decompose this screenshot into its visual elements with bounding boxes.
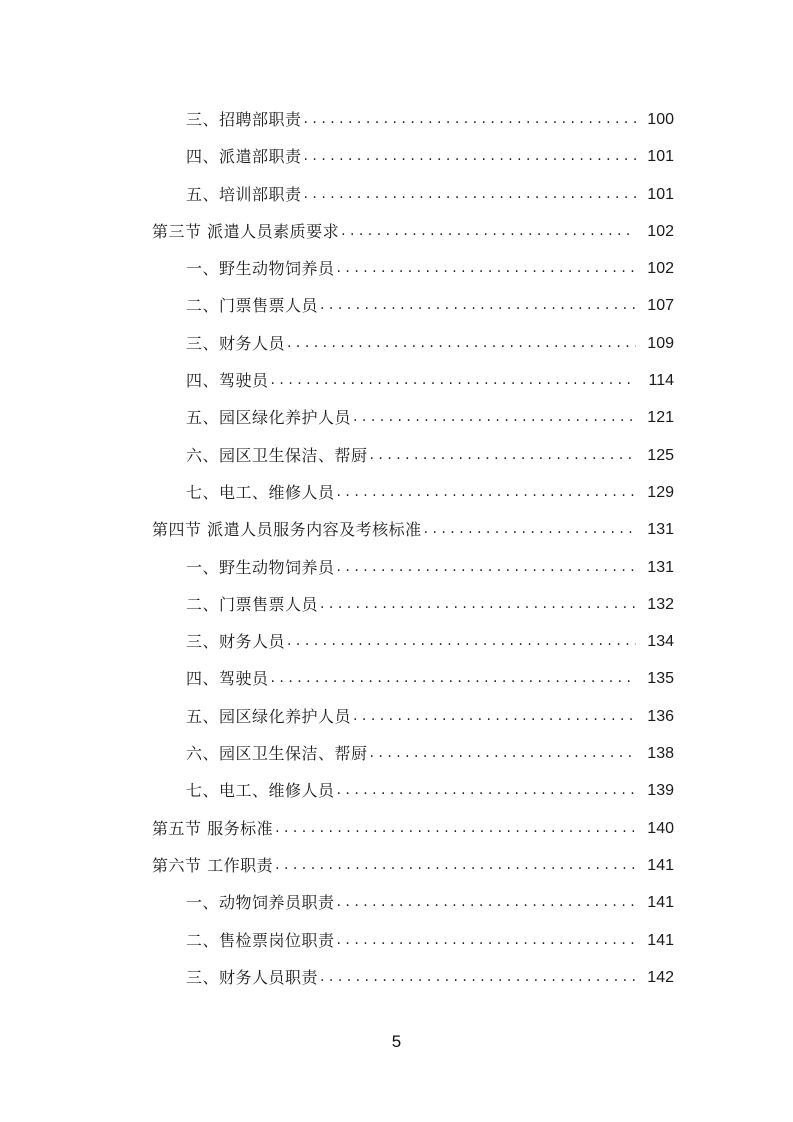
toc-entry-title: 四、派遣部职责 <box>186 138 304 175</box>
toc-entry-page-number: 136 <box>636 698 674 735</box>
toc-entry-page-number: 135 <box>636 660 674 697</box>
toc-dot-leader <box>337 884 636 921</box>
toc-subsection-entry[interactable] <box>152 138 674 175</box>
toc-entry-title: 五、园区绿化养护人员 <box>186 399 353 436</box>
toc-subsection-entry[interactable] <box>152 287 674 324</box>
toc-entry-title: 二、售检票岗位职责 <box>186 922 337 959</box>
toc-entry-title: 第六节 工作职责 <box>152 847 275 884</box>
toc-entry-title: 一、野生动物饲养员 <box>186 549 337 586</box>
toc-entry-page-number: 121 <box>636 399 674 436</box>
toc-entry-title: 五、培训部职责 <box>186 176 304 213</box>
toc-dot-leader <box>304 101 636 138</box>
toc-entry-page-number: 101 <box>636 138 674 175</box>
toc-subsection-entry[interactable] <box>152 586 674 623</box>
toc-subsection-entry[interactable] <box>152 362 674 399</box>
toc-entry-page-number: 131 <box>636 549 674 586</box>
toc-entry-title: 七、电工、维修人员 <box>186 474 337 511</box>
toc-dot-leader <box>337 474 636 511</box>
toc-section-entry[interactable] <box>152 511 674 548</box>
toc-entry-title: 三、招聘部职责 <box>186 101 304 138</box>
toc-subsection-entry[interactable] <box>152 959 674 996</box>
toc-entry-title: 五、园区绿化养护人员 <box>186 698 353 735</box>
toc-dot-leader <box>337 549 636 586</box>
toc-entry-title: 一、野生动物饲养员 <box>186 250 337 287</box>
toc-entry-page-number: 131 <box>636 511 674 548</box>
toc-entry-page-number: 100 <box>636 101 674 138</box>
toc-entry-page-number: 141 <box>636 884 674 921</box>
toc-subsection-entry[interactable] <box>152 325 674 362</box>
toc-entry-page-number: 114 <box>636 362 674 399</box>
toc-entry-page-number: 139 <box>636 772 674 809</box>
toc-entry-title: 二、门票售票人员 <box>186 287 320 324</box>
toc-entry-page-number: 101 <box>636 176 674 213</box>
toc-dot-leader <box>275 810 636 847</box>
toc-entry-page-number: 140 <box>636 810 674 847</box>
toc-dot-leader <box>320 287 636 324</box>
toc-entry-page-number: 102 <box>636 213 674 250</box>
toc-subsection-entry[interactable] <box>152 399 674 436</box>
toc-dot-leader <box>341 213 636 250</box>
toc-subsection-entry[interactable] <box>152 735 674 772</box>
toc-entry-page-number: 107 <box>636 287 674 324</box>
toc-dot-leader <box>287 623 636 660</box>
toc-dot-leader <box>304 176 636 213</box>
toc-subsection-entry[interactable] <box>152 549 674 586</box>
toc-dot-leader <box>353 698 636 735</box>
toc-entry-page-number: 142 <box>636 959 674 996</box>
toc-entry-title: 六、园区卫生保洁、帮厨 <box>186 735 370 772</box>
toc-entry-title: 第五节 服务标准 <box>152 810 275 847</box>
toc-dot-leader <box>275 847 636 884</box>
toc-subsection-entry[interactable] <box>152 176 674 213</box>
toc-dot-leader <box>337 922 636 959</box>
toc-entry-title: 第四节 派遣人员服务内容及考核标准 <box>152 511 424 548</box>
toc-entry-title: 三、财务人员职责 <box>186 959 320 996</box>
toc-entry-title: 四、驾驶员 <box>186 362 271 399</box>
toc-entry-page-number: 138 <box>636 735 674 772</box>
toc-subsection-entry[interactable] <box>152 922 674 959</box>
toc-subsection-entry[interactable] <box>152 772 674 809</box>
toc-entry-title: 一、动物饲养员职责 <box>186 884 337 921</box>
toc-section-entry[interactable] <box>152 847 674 884</box>
toc-subsection-entry[interactable] <box>152 101 674 138</box>
toc-dot-leader <box>271 362 636 399</box>
toc-subsection-entry[interactable] <box>152 698 674 735</box>
toc-dot-leader <box>320 586 636 623</box>
toc-section-entry[interactable] <box>152 213 674 250</box>
toc-entry-title: 七、电工、维修人员 <box>186 772 337 809</box>
toc-entry-title: 二、门票售票人员 <box>186 586 320 623</box>
toc-subsection-entry[interactable] <box>152 250 674 287</box>
toc-subsection-entry[interactable] <box>152 623 674 660</box>
toc-dot-leader <box>337 250 636 287</box>
toc-dot-leader <box>370 735 636 772</box>
toc-entry-page-number: 102 <box>636 250 674 287</box>
toc-entry-page-number: 109 <box>636 325 674 362</box>
toc-subsection-entry[interactable] <box>152 437 674 474</box>
toc-dot-leader <box>370 437 636 474</box>
toc-entry-page-number: 134 <box>636 623 674 660</box>
toc-subsection-entry[interactable] <box>152 474 674 511</box>
toc-entry-page-number: 129 <box>636 474 674 511</box>
toc-entry-page-number: 125 <box>636 437 674 474</box>
toc-dot-leader <box>320 959 636 996</box>
toc-dot-leader <box>424 511 636 548</box>
toc-dot-leader <box>337 772 636 809</box>
toc-dot-leader <box>271 660 636 697</box>
toc-entry-title: 四、驾驶员 <box>186 660 271 697</box>
toc-entry-title: 三、财务人员 <box>186 325 287 362</box>
toc-dot-leader <box>304 138 636 175</box>
toc-section-entry[interactable] <box>152 810 674 847</box>
toc-entry-title: 第三节 派遣人员素质要求 <box>152 213 341 250</box>
toc-entry-page-number: 132 <box>636 586 674 623</box>
toc-entry-page-number: 141 <box>636 922 674 959</box>
toc-entry-title: 三、财务人员 <box>186 623 287 660</box>
toc-dot-leader <box>353 399 636 436</box>
toc-dot-leader <box>287 325 636 362</box>
toc-subsection-entry[interactable] <box>152 660 674 697</box>
table-of-contents <box>152 101 674 996</box>
toc-entry-title: 六、园区卫生保洁、帮厨 <box>186 437 370 474</box>
toc-entry-page-number: 141 <box>636 847 674 884</box>
toc-subsection-entry[interactable] <box>152 884 674 921</box>
page-number: 5 <box>391 1032 402 1051</box>
